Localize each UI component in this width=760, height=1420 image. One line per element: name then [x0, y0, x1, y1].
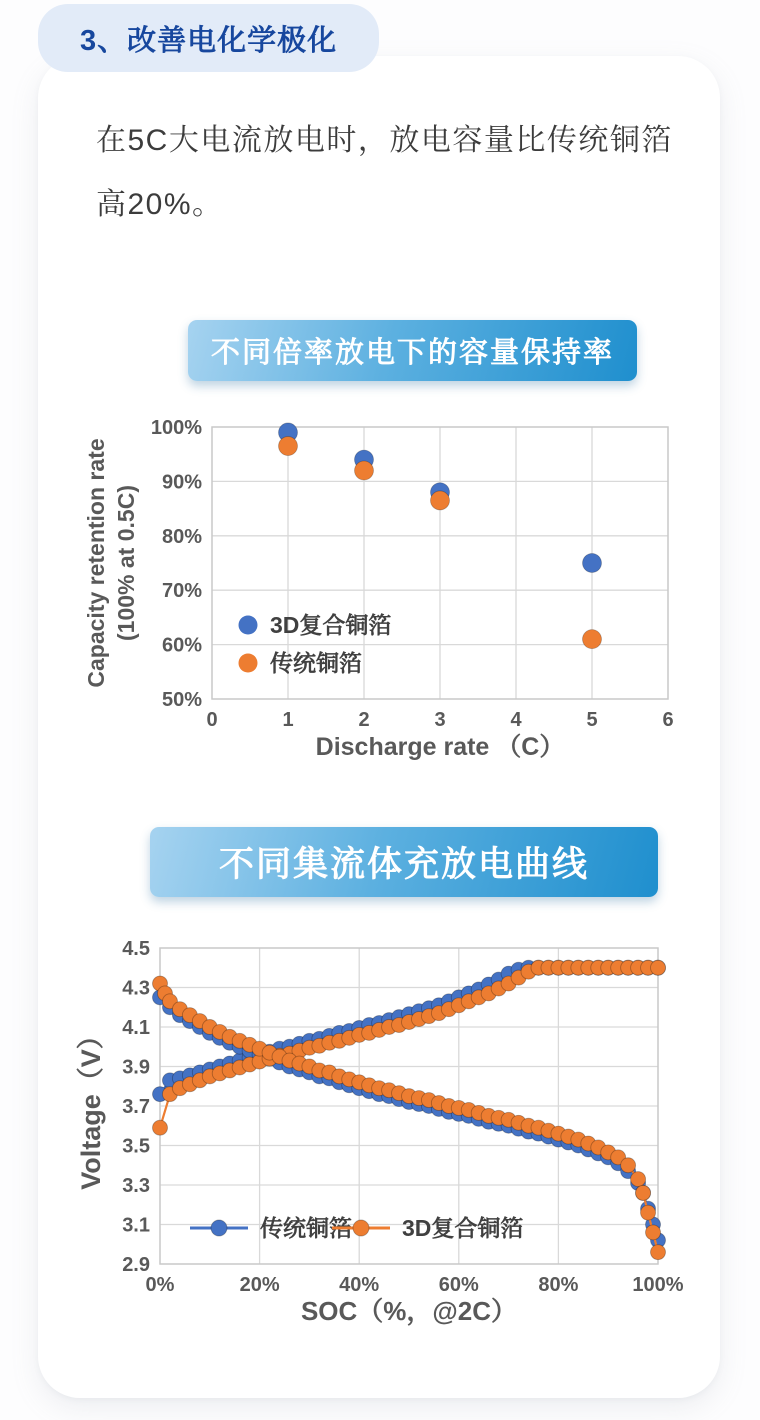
chart1-axis-titles [83, 438, 564, 761]
svg-text:传统铜箔: 传统铜箔 [270, 650, 362, 676]
svg-text:50%: 50% [161, 689, 202, 711]
svg-text:4.3: 4.3 [122, 977, 150, 1000]
chart2-legend [190, 1215, 523, 1241]
svg-text:Voltage（V）: Voltage（V） [76, 1022, 106, 1190]
svg-text:0: 0 [206, 709, 218, 731]
svg-text:3D复合铜箔: 3D复合铜箔 [270, 612, 392, 638]
svg-text:6: 6 [662, 709, 674, 731]
svg-text:80%: 80% [538, 1274, 579, 1296]
svg-text:0%: 0% [145, 1274, 175, 1296]
svg-text:60%: 60% [161, 634, 202, 657]
chart2-tick-labels [122, 938, 684, 1296]
svg-text:3.5: 3.5 [122, 1135, 150, 1158]
svg-text:3.3: 3.3 [122, 1175, 150, 1197]
chart2-title: 不同集流体充放电曲线 [218, 845, 589, 884]
svg-text:3.1: 3.1 [122, 1214, 150, 1237]
body-text-line-2: 高20%。 [96, 188, 224, 221]
body-text-line-1: 在5C大电流放电时，放电容量比传统铜箔 [96, 124, 673, 157]
svg-text:5: 5 [586, 709, 598, 731]
svg-text:SOC（%，@2C）: SOC（%，@2C） [300, 1296, 518, 1326]
svg-text:4.1: 4.1 [122, 1017, 150, 1039]
svg-text:90%: 90% [161, 471, 202, 494]
svg-text:3D复合铜箔: 3D复合铜箔 [402, 1215, 524, 1241]
svg-text:100%: 100% [632, 1274, 684, 1296]
svg-text:3.7: 3.7 [122, 1096, 150, 1118]
svg-text:传统铜箔: 传统铜箔 [260, 1215, 352, 1241]
svg-text:20%: 20% [239, 1274, 280, 1296]
capacity-retention-chart [0, 400, 760, 780]
chart1-tick-labels [151, 417, 674, 731]
svg-text:40%: 40% [339, 1274, 380, 1296]
svg-text:3.9: 3.9 [122, 1056, 150, 1079]
svg-text:3: 3 [434, 709, 446, 731]
svg-text:2.9: 2.9 [122, 1254, 150, 1276]
svg-text:60%: 60% [438, 1274, 479, 1296]
charge-discharge-chart [0, 920, 760, 1345]
svg-text:2: 2 [358, 709, 370, 731]
svg-text:80%: 80% [161, 525, 202, 548]
svg-text:4: 4 [510, 709, 522, 731]
svg-text:4.5: 4.5 [122, 938, 150, 960]
svg-text:100%: 100% [150, 417, 202, 439]
svg-text:Discharge rate （C）: Discharge rate （C） [315, 733, 565, 761]
svg-text:70%: 70% [161, 580, 202, 603]
chart2-title-banner [150, 827, 658, 897]
section-badge-label: 3、改善电化学极化 [80, 24, 338, 57]
chart1-title: 不同倍率放电下的容量保持率 [210, 337, 614, 369]
svg-text:1: 1 [282, 709, 294, 731]
svg-text:Capacity retention rate: Capacity retention rate [83, 438, 109, 688]
section-badge [38, 4, 379, 72]
svg-text:(100% at 0.5C): (100% at 0.5C) [113, 485, 139, 641]
chart1-title-banner [188, 320, 637, 381]
